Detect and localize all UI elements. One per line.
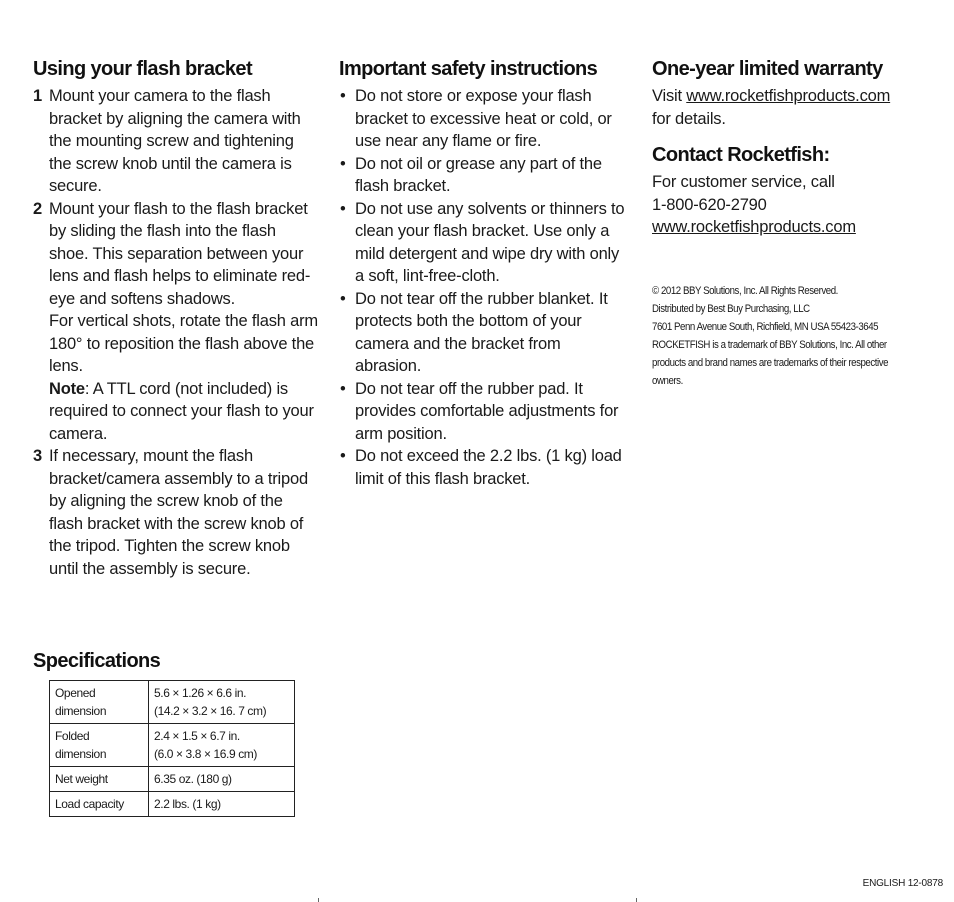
bullet-icon: • bbox=[340, 199, 346, 218]
warranty-suffix: for details. bbox=[652, 109, 726, 128]
warranty-website-link[interactable]: www.rocketfishproducts.com bbox=[686, 87, 891, 105]
step-number: 1 bbox=[33, 87, 42, 105]
bullet-icon: • bbox=[340, 379, 346, 398]
crop-mark bbox=[636, 898, 637, 902]
step-text: Mount your flash to the flash bracket by sliding the flash into the flash shoe. This separation between your lens and flash helps to eliminate red-eye and softens shadows. bbox=[49, 199, 311, 308]
specs-table bbox=[49, 680, 295, 817]
usage-steps-list bbox=[33, 85, 318, 580]
safety-heading: Important safety instructions bbox=[339, 58, 598, 80]
spec-value-metric: (14.2 × 3.2 × 16. 7 cm) bbox=[154, 704, 267, 718]
bullet-icon: • bbox=[340, 154, 346, 173]
warranty-contact-section bbox=[652, 56, 922, 239]
spec-value: 6.35 oz. (180 g) bbox=[149, 767, 295, 792]
safety-item-text: Do not oil or grease any part of the flash bracket. bbox=[355, 154, 602, 195]
safety-item bbox=[339, 378, 629, 446]
legal-notice bbox=[652, 282, 916, 390]
contact-intro: For customer service, call bbox=[652, 173, 835, 191]
step-number: 2 bbox=[33, 199, 42, 218]
spec-value: 2.2 lbs. (1 kg) bbox=[149, 792, 295, 817]
table-row bbox=[50, 792, 295, 817]
note-label: Note bbox=[49, 379, 85, 398]
safety-item-text: Do not tear off the rubber pad. It provides comfortable adjustments for arm position. bbox=[355, 379, 619, 443]
warranty-visit-label: Visit bbox=[652, 87, 687, 105]
warranty-text bbox=[652, 85, 922, 130]
contact-phone: 1-800-620-2790 bbox=[652, 195, 767, 214]
step-item bbox=[33, 85, 318, 198]
safety-item bbox=[339, 153, 629, 198]
contact-heading: Contact Rocketfish: bbox=[652, 144, 830, 166]
contact-website-link[interactable]: www.rocketfishproducts.com bbox=[652, 218, 856, 236]
spec-value bbox=[149, 681, 295, 724]
spec-value-imperial: 2.4 × 1.5 × 6.7 in. bbox=[154, 729, 240, 743]
safety-item bbox=[339, 85, 629, 153]
spec-label: Net weight bbox=[50, 767, 149, 792]
address-text: 7601 Penn Avenue South, Richfield, MN USA 55423-3645 bbox=[652, 321, 879, 333]
bullet-icon: • bbox=[340, 447, 346, 465]
spec-value-imperial: 5.6 × 1.26 × 6.6 in. bbox=[154, 686, 247, 700]
step-item bbox=[33, 198, 318, 446]
safety-item-text: Do not tear off the rubber blanket. It protects both the bottom of your camera and the bracket from abrasion. bbox=[355, 289, 608, 375]
usage-section bbox=[33, 56, 318, 580]
step-text: If necessary, mount the flash bracket/camera assembly to a tripod by aligning the screw knob of the flash bracket with the screw knob of the tripod. Tighten the screw knob until the assembly is secure. bbox=[49, 447, 308, 578]
safety-list bbox=[339, 85, 629, 490]
spec-value-metric: (6.0 × 3.8 × 16.9 cm) bbox=[154, 747, 257, 761]
safety-item-text: Do not exceed the 2.2 lbs. (1 kg) load limit of this flash bracket. bbox=[355, 447, 622, 488]
safety-item bbox=[339, 198, 629, 288]
table-row bbox=[50, 681, 295, 724]
contact-text bbox=[652, 171, 922, 239]
spec-label: Opened dimension bbox=[50, 681, 149, 724]
safety-section bbox=[339, 56, 629, 490]
table-row bbox=[50, 767, 295, 792]
spec-label: Folded dimension bbox=[50, 724, 149, 767]
usage-heading: Using your flash bracket bbox=[33, 58, 252, 80]
trademark-text: ROCKETFISH is a trademark of BBY Solutions, Inc. All other products and brand names are trademarks of their respective owners. bbox=[652, 339, 889, 387]
table-row bbox=[50, 724, 295, 767]
safety-item bbox=[339, 445, 629, 490]
spec-label: Load capacity bbox=[50, 792, 149, 817]
safety-item-text: Do not store or expose your flash bracket to excessive heat or cold, or use near any flame or fire. bbox=[355, 87, 612, 150]
step-extra-text: For vertical shots, rotate the flash arm 180° to reposition the flash above the lens. bbox=[49, 312, 318, 375]
note-text: : A TTL cord (not included) is required to connect your flash to your camera. bbox=[49, 379, 314, 443]
warranty-heading: One-year limited warranty bbox=[652, 58, 883, 80]
copyright-text: © 2012 BBY Solutions, Inc. All Rights Reserved. bbox=[652, 285, 838, 297]
spec-value bbox=[149, 724, 295, 767]
crop-mark bbox=[318, 898, 319, 902]
specs-heading: Specifications bbox=[33, 650, 161, 672]
safety-item bbox=[339, 288, 629, 378]
step-item bbox=[33, 445, 318, 580]
bullet-icon: • bbox=[340, 87, 346, 105]
safety-item-text: Do not use any solvents or thinners to clean your flash bracket. Use only a mild detergent and wipe dry with only a soft, lint-free-cloth. bbox=[355, 199, 625, 285]
document-code: ENGLISH 12-0878 bbox=[862, 878, 943, 889]
distributor-text: Distributed by Best Buy Purchasing, LLC bbox=[652, 303, 810, 315]
step-note bbox=[49, 378, 318, 446]
bullet-icon: • bbox=[340, 289, 346, 308]
step-number: 3 bbox=[33, 447, 42, 465]
step-text: Mount your camera to the flash bracket by aligning the camera with the mounting screw and tightening the screw knob until the camera is secure. bbox=[49, 87, 301, 195]
